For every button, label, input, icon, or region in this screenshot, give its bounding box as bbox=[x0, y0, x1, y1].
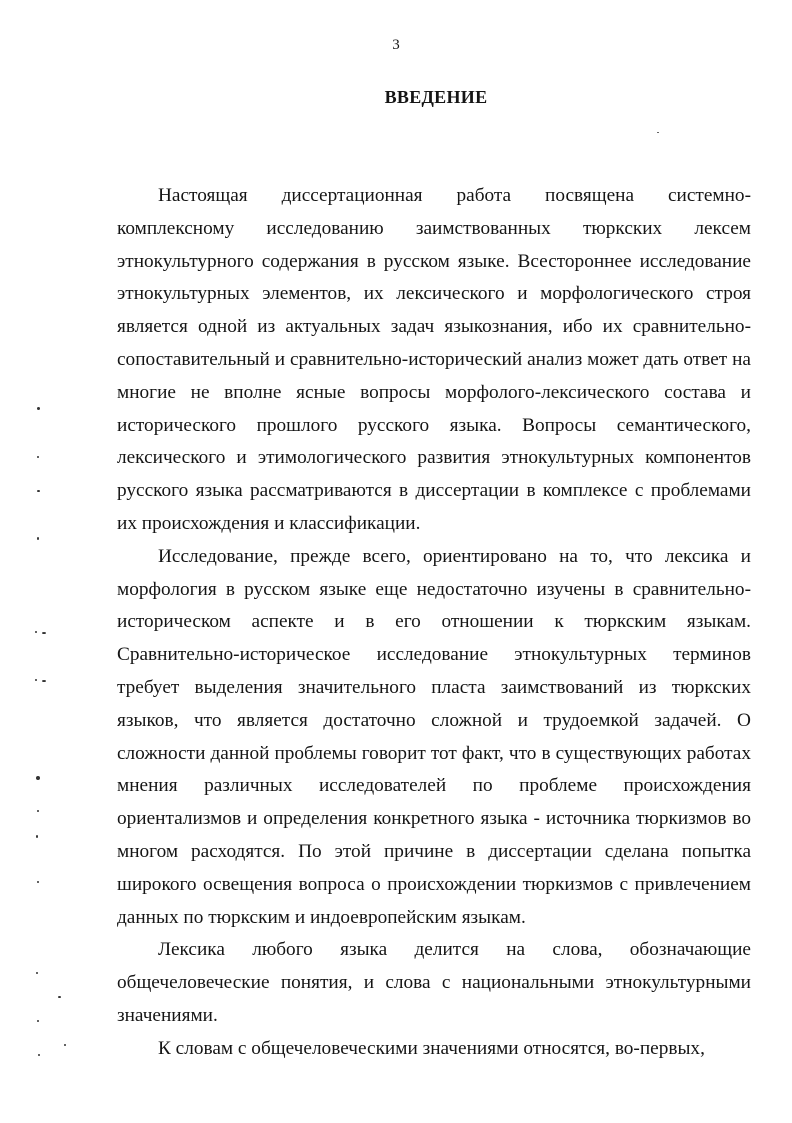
scan-speck bbox=[37, 456, 39, 458]
paragraph: Исследование, прежде всего, ориентировано на то, что лексика и морфология в русском языке еще недостаточно изучены в сравнительно-историческом аспекте и в его отношении к тюркским языкам. Сравнительно-историческое исследование этнокультурных терминов требует выделения значительного пласта заимствований из тюркских языков, что является достаточно сложной и трудоемкой задачей. О сложности данной проблемы говорит тот факт, что в существующих работах мнения различных исследователей по проблеме происхождения ориентализмов и определения конкретного языка - источника тюркизмов во многом расходятся. По этой причине в диссертации сделана попытка широкого освещения вопроса о происхождении тюркизмов с привлечением данных по тюркским и индоевропейским языкам. bbox=[117, 545, 751, 928]
scan-speck bbox=[657, 132, 659, 133]
scan-speck bbox=[37, 490, 40, 492]
scan-speck bbox=[38, 1054, 40, 1056]
scan-speck bbox=[36, 972, 38, 974]
scan-speck bbox=[37, 810, 39, 812]
scan-speck bbox=[35, 679, 37, 681]
scan-speck bbox=[37, 407, 40, 410]
scan-speck bbox=[35, 631, 37, 633]
scan-speck bbox=[64, 1044, 66, 1046]
scan-speck bbox=[36, 835, 38, 838]
page-title: ВВЕДЕНИЕ bbox=[384, 87, 488, 107]
scan-speck bbox=[36, 776, 40, 780]
scan-speck bbox=[37, 537, 39, 540]
scan-speck bbox=[42, 680, 46, 682]
paragraph: К словам с общечеловеческими значениями относятся, во-первых, bbox=[158, 1037, 705, 1059]
page-number: 3 bbox=[392, 37, 400, 53]
scan-speck bbox=[42, 632, 46, 634]
scan-speck bbox=[58, 996, 61, 998]
scan-speck bbox=[37, 1020, 39, 1022]
body-text bbox=[117, 180, 751, 1066]
paragraph: Настоящая диссертационная работа посвящена системно-комплексному исследованию заимствованных тюркских лексем этнокультурного содержания в русском языке. Всестороннее исследование этнокультурных элементов, их лексического и морфологического строя является одной из актуальных задач языкознания, ибо их сравнительно-сопоставительный и сравнительно-исторический анализ может дать ответ на многие не вполне ясные вопросы морфолого-лексического состава и исторического прошлого русского языка. Вопросы семантического, лексического и этимологического развития этнокультурных компонентов русского языка рассматриваются в диссертации в комплексе с проблемами их происхождения и классификации. bbox=[117, 185, 751, 534]
paragraph: Лексика любого языка делится на слова, обозначающие общечеловеческие понятия, и слова с национальными этнокультурными значениями. bbox=[117, 939, 751, 1026]
scan-speck bbox=[37, 881, 39, 883]
